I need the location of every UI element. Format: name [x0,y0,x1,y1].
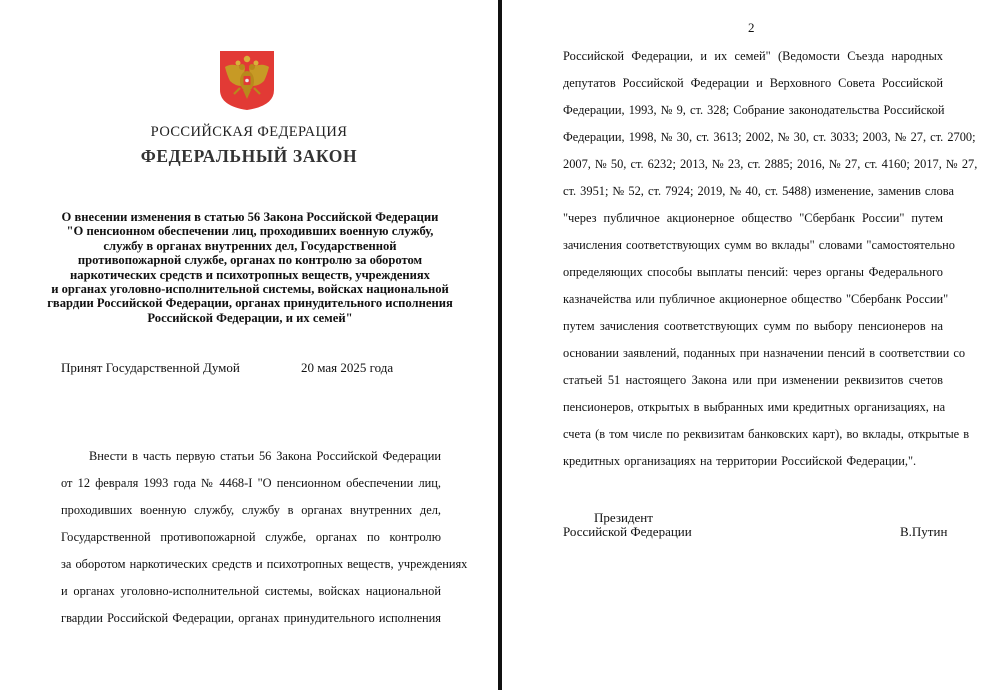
body-line: статьей 51 настоящего Закона или при изменении реквизитов счетов [563,373,943,387]
title-line: Российской Федерации, и их семей" [147,310,353,325]
title-line: наркотических средств и психотропных веществ, учреждениях [70,267,430,282]
title-line: противопожарной службе, органах по контролю за оборотом [77,253,423,268]
body-line: от 12 февраля 1993 года № 4468-I "О пенсионном обеспечении лиц, [61,476,441,490]
title-line: и органах уголовно-исполнительной системы, войсках национальной [51,282,449,297]
body-line: Внести в часть первую статьи 56 Закона Российской Федерации [89,449,441,463]
body-line: ст. 3951; № 52, ст. 7924; 2019, № 40, ст. 5488) изменение, заменив слова [563,184,954,198]
law-title [40,210,460,325]
title-line: гвардии Российской Федерации, органах принудительного исполнения [47,296,453,311]
body-line: Государственной противопожарной службе, органах по контролю [61,530,441,544]
body-line: депутатов Российской Федерации и Верховного Совета Российской [563,76,943,90]
body-line: определяющих способы выплаты пенсий: через органы Федерального [563,265,943,279]
adoption-date: 20 мая 2025 года [301,360,394,375]
signatory-title-line-2: Российской Федерации [563,524,692,539]
title-line: О внесении изменения в статью 56 Закона Российской Федерации [61,210,439,224]
document-page-1 [0,0,498,690]
signatory-name: В.Путин [900,524,948,539]
body-line: проходивших военную службу, службу в органах внутренних дел, [61,503,441,517]
body-line: Федерации, 1998, № 30, ст. 3613; 2002, № 30, ст. 3033; 2003, № 27, ст. 2700; [563,130,976,144]
page-number: 2 [748,20,755,35]
body-line: пенсионеров, открытых в выбранных ими кредитных организациях, на [563,400,946,414]
body-line: основании заявлений, поданных при назначении пенсий в соответствии со [563,346,966,360]
body-line: казначейства или публичное акционерное общество "Сбербанк России" [563,292,949,306]
body-line: счета (в том числе по реквизитам банковских карт), во вклады, открытые в [563,427,970,441]
body-line: кредитных организациях на территории Российской Федерации,". [563,454,917,468]
body-line: гвардии Российской Федерации, органах принудительного исполнения [61,611,441,625]
law-body-page-2 [563,46,978,478]
body-line: за оборотом наркотических средств и психотропных веществ, учреждениях [61,557,468,571]
adopted-by-text: Принят Государственной Думой [61,360,240,375]
russian-coat-of-arms-icon [218,50,276,111]
body-line: и органах уголовно-исполнительной системы, войсках национальной [61,584,441,598]
body-line: путем зачисления соответствующих сумм по выбору пенсионеров на [563,319,943,333]
signatory-title-line-1: Президент [594,510,653,525]
law-type-heading: ФЕДЕРАЛЬНЫЙ ЗАКОН [140,146,358,166]
body-line: зачисления соответствующих сумм во вклады" словами "самостоятельно [563,238,955,252]
body-line: "через публичное акционерное общество "Сбербанк России" путем [563,211,943,225]
document-page-2 [502,0,1000,690]
body-line: Федерации, 1993, № 9, ст. 328; Собрание законодательства Российской [563,103,945,117]
country-heading: РОССИЙСКАЯ ФЕДЕРАЦИЯ [150,124,348,140]
law-body-page-1 [61,446,468,635]
body-line: Российской Федерации, и их семей" (Ведомости Съезда народных [563,49,943,63]
title-line: "О пенсионном обеспечении лиц, проходивших военную службу, [66,224,434,239]
title-line: службу в органах внутренних дел, Государственной [103,238,397,253]
body-line: 2007, № 50, ст. 6232; 2013, № 23, ст. 2885; 2016, № 27, ст. 4160; 2017, № 27, [563,157,978,171]
